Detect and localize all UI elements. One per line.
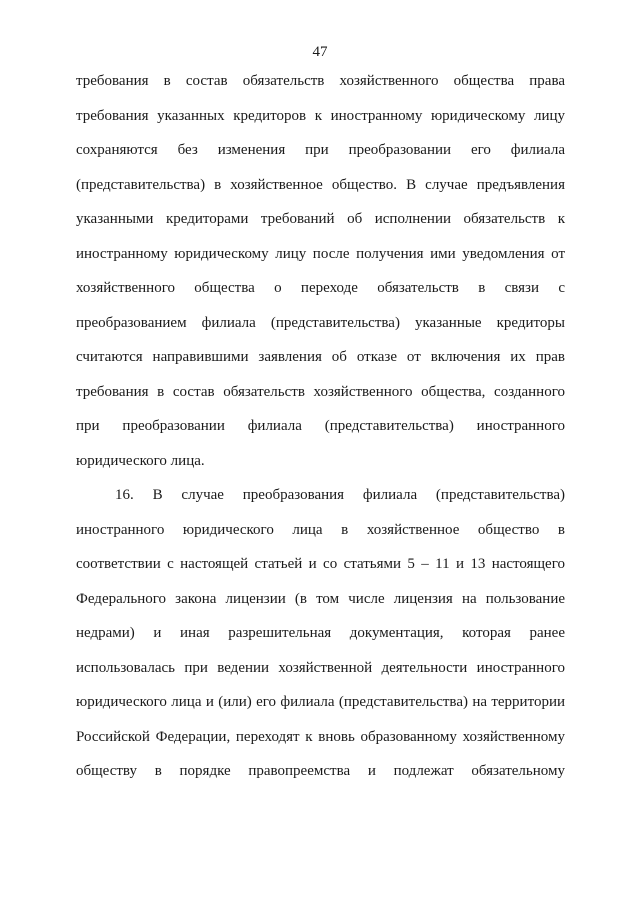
document-body: [76, 71, 565, 796]
text-line: требования в состав обязательств хозяйственного общества права: [76, 73, 565, 89]
text-line: Российской Федерации, переходят к вновь образованному хозяйственному: [76, 728, 565, 745]
text-line: иностранного юридического лица в хозяйственное общество в: [76, 521, 565, 538]
text-line: обществу в порядке правопреемства и подлежат обязательному: [76, 763, 565, 779]
text-line: (представительства) в хозяйственное общество. В случае предъявления: [76, 176, 565, 193]
text-line: использовалась при ведении хозяйственной деятельности иностранного: [76, 659, 565, 676]
text-line: юридического лица.: [76, 452, 205, 469]
text-line: требования указанных кредиторов к иностранному юридическому лицу: [76, 107, 565, 124]
text-line: указанными кредиторами требований об исполнении обязательств к: [76, 211, 565, 227]
text-line: требования в состав обязательств хозяйственного общества, созданного: [76, 383, 565, 400]
paragraph-start-line: 16. В случае преобразования филиала (представительства): [115, 487, 565, 503]
text-line: соответствии с настоящей статьей и со статьями 5 – 11 и 13 настоящего: [76, 556, 565, 572]
page-number: 47: [312, 44, 328, 60]
text-line: юридического лица и (или) его филиала (представительства) на территории: [76, 694, 565, 710]
text-line: Федерального закона лицензии (в том числе лицензия на пользование: [76, 590, 565, 607]
text-line: преобразованием филиала (представительства) указанные кредиторы: [76, 314, 565, 331]
text-line: сохраняются без изменения при преобразовании его филиала: [76, 142, 565, 158]
text-line: считаются направившими заявления об отказе от включения их прав: [76, 349, 565, 365]
text-line: при преобразовании филиала (представительства) иностранного: [76, 418, 565, 434]
text-line: недрами) и иная разрешительная документация, которая ранее: [76, 625, 565, 641]
text-line: хозяйственного общества о переходе обязательств в связи с: [76, 280, 565, 296]
text-line: иностранному юридическому лицу после получения ими уведомления от: [76, 245, 565, 262]
